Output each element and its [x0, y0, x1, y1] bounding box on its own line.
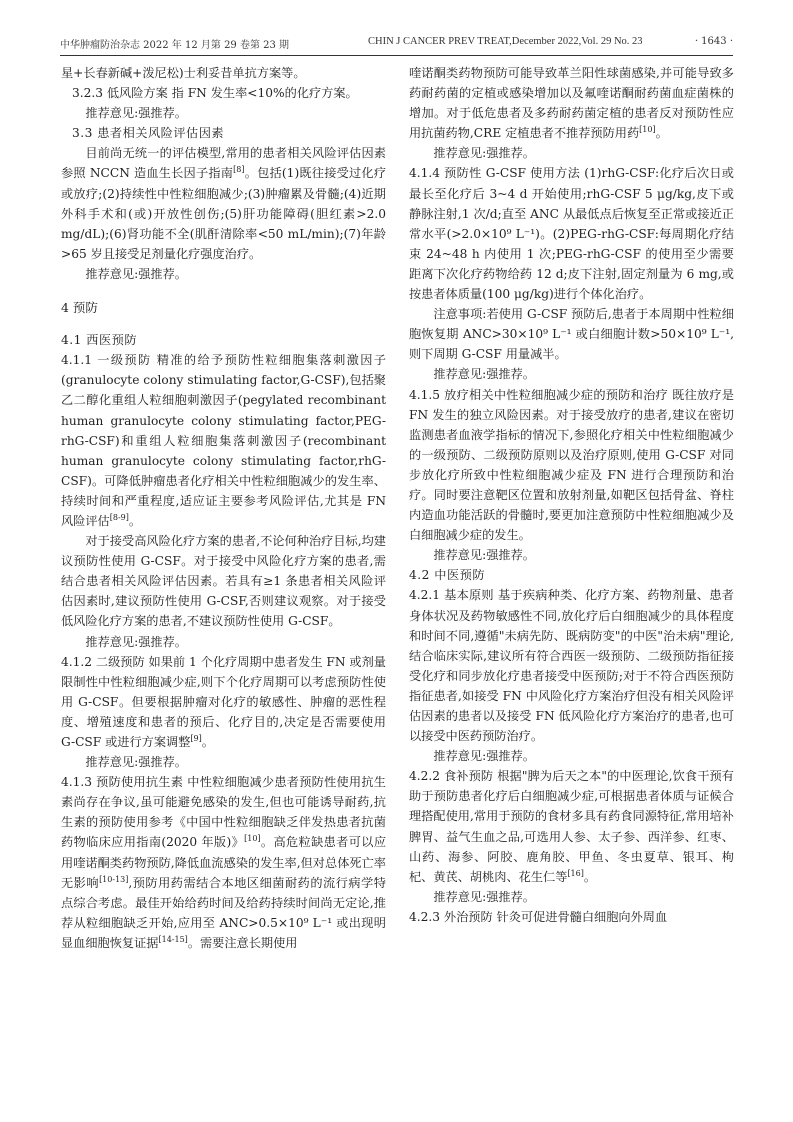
right-column [409, 63, 734, 927]
recommendation: 推荐意见:强推荐。 [433, 367, 535, 382]
citation: [10] [244, 834, 261, 844]
paragraph: 4.2.1 基本原则 基于疾病种类、化疗方案、药物剂量、患者身体状况及药物敏感性不同,放化疗后白细胞减少的具体程度和时间不同,遵循"未病先防、既病防变"的中医"治未病"理论,结合临床实际,建议所有符合西医一级预防、二级预防指征接受化疗和同步放化疗患者接受中医预防;对于不符合西医预防指征患者,如接受 FN 中风险化疗方案治疗但没有相关风险评估因素的患者以及接受 FN 低风险化疗方案治疗的患者,也可以接受中医药预防治疗。 [409, 588, 734, 744]
section-3-3-heading: 3.3 患者相关风险评估因素 [71, 126, 225, 141]
citation: [10-13] [99, 874, 129, 884]
recommendation: 推荐意见:强推荐。 [433, 889, 535, 904]
paragraph: 4.1.4 预防性 G-CSF 使用方法 (1)rhG-CSF:化疗后次日或最长至化疗后 3~4 d 开始使用;rhG-CSF 5 μg/kg,皮下或静脉注射,1 次/d;直至 ANC 从最低点后恢复至正常或接近正常水平(>2.0×10⁹ L⁻¹)。(2)PEG-rhG-CSF:每周期化疗结束 24~48 h 内使用 1 次;PEG-rhG-CSF 的使用至少需要距离下次化疗药物给药 12 d;皮下注射,固定剂量为 6 mg,或按患者体质量(100 μg/kg)进行个体化治疗。 [409, 166, 734, 302]
citation: [14-15] [158, 934, 188, 944]
paragraph: 4.2.2 食补预防 根据"脾为后天之本"的中医理论,饮食干预有助于预防患者化疗后白细胞减少症,可根据患者体质与证候合理搭配使用,常用于预防的食材多具有药食同源特征,常用培补脾胃、益气生血之品,可选用人参、太子参、西洋参、红枣、山药、海参、阿胶、鹿角胶、甲鱼、冬虫夏草、银耳、枸杞、黄芪、胡桃肉、花生仁等[16]。 [409, 769, 734, 884]
running-header [60, 36, 733, 52]
citation: [9] [190, 733, 202, 743]
recommendation: 推荐意见:强推荐。 [85, 106, 187, 121]
citation: [16] [567, 868, 584, 878]
recommendation: 推荐意见:强推荐。 [85, 634, 187, 649]
paragraph: 4.2.3 外治预防 针灸可促进骨髓白细胞向外周血 [409, 909, 668, 924]
journal-title-cn: 中华肿瘤防治杂志 2022 年 12 月第 29 卷第 23 期 [60, 40, 290, 51]
paragraph: 4.1.1 一级预防 精准的给予预防性粒细胞集落刺激因子(granulocyte colony stimulating factor,G-CSF),包括聚乙二醇化重组人粒细胞刺激因子(pegylated recombinant human granulocyte colony stimulating factor,PEG-rhG-CSF)和重组人粒细胞集落刺激因子(recombinant human granulocyte colony stimulating factor,rhG-CSF)。可降低肿瘤患者化疗相关中性粒细胞减少的发生率、持续时间和严重程度,适应证主要参考风险评估,尤其是 FN 风险评估[8-9]。 [61, 353, 386, 528]
citation: [8-9] [109, 512, 129, 522]
recommendation: 推荐意见:强推荐。 [433, 548, 535, 563]
paragraph: 4.1.2 二级预防 如果前 1 个化疗周期中患者发生 FN 或剂量限制性中性粒细胞减少症,则下个化疗周期可以考虑预防性使用 G-CSF。但要根据肿瘤对化疗的敏感性、肿瘤的恶性程度、增殖速度和患者的预后、化疗目的,决定是否需要使用 G-CSF 或进行方案调整[9]。 [61, 654, 386, 749]
left-column [61, 63, 386, 953]
citation: [10] [639, 125, 656, 135]
journal-title-en: CHIN J CANCER PREV TREAT,December 2022,Vol. 29 No. 23 [368, 36, 643, 47]
section-4-1-heading: 4.1 西医预防 [61, 333, 138, 348]
section-4-2-heading: 4.2 中医预防 [409, 568, 486, 583]
citation: [8] [233, 165, 245, 175]
paragraph: 对于接受高风险化疗方案的患者,不论何种治疗目标,均建议预防性使用 G-CSF。对于接受中风险化疗方案的患者,需结合患者相关风险评估因素。若具有≥1 条患者相关风险评估因素时,建议预防性使用 G-CSF,否则建议观察。对于接受低风险化疗方案的患者,不建议预防性使用 G-CSF。 [61, 534, 386, 629]
section-4-heading: 4 预防 [61, 300, 98, 316]
note: 注意事项:若使用 G-CSF 预防后,患者于本周期中性粒细胞恢复期 ANC>30×10⁹ L⁻¹ 或白细胞计数>50×10⁹ L⁻¹,则下周期 G-CSF 用量减半。 [409, 307, 734, 362]
recommendation: 推荐意见:强推荐。 [433, 146, 535, 161]
recommendation: 推荐意见:强推荐。 [85, 755, 187, 770]
recommendation: 推荐意见:强推荐。 [85, 266, 187, 281]
section-3-2-3: 3.2.3 低风险方案 指 FN 发生率<10%的化疗方案。 [71, 86, 358, 101]
paragraph: 目前尚无统一的评估模型,常用的患者相关风险评估因素参照 NCCN 造血生长因子指南[8]。包括(1)既往接受过化疗或放疗;(2)持续性中性粒细胞减少;(3)肿瘤累及骨髓;(4)近期外科手术和(或)开放性创伤;(5)肝功能障碍(胆红素>2.0 mg/dL);(6)肾功能不全(肌酐清除率<50 mL/min);(7)年龄>65 岁且接受足剂量化疗强度治疗。 [61, 146, 387, 261]
recommendation: 推荐意见:强推荐。 [433, 749, 535, 764]
paragraph: 4.1.5 放疗相关中性粒细胞减少症的预防和治疗 既往放疗是 FN 发生的独立风险因素。对于接受放疗的患者,建议在密切监测患者血液学指标的情况下,参照化疗相关中性粒细胞减少的一级预防、二级预防原则以及治疗原则,使用 G-CSF 对同步放化疗所致中性粒细胞减少症及 FN 进行合理预防和治疗。同时要注意靶区位置和放射剂量,如靶区包括骨盆、脊柱内造血功能活跃的骨髓时,要更加注意预防中性粒细胞减少及白细胞减少症的发生。 [409, 387, 734, 543]
paragraph: 4.1.3 预防使用抗生素 中性粒细胞减少患者预防性使用抗生素尚存在争议,虽可能避免感染的发生,但也可能诱导耐药,抗生素的预防使用参考《中国中性粒细胞缺乏伴发热患者抗菌药物临床应用指南(2020 年版)》[10]。高危粒缺患者可以应用喹诺酮类药物预防,降低血流感染的发生率,但对总体死亡率无影响[10-13],预防用药需结合本地区细菌耐药的流行病学特点综合考虑。最佳开始给药时间及给药持续时间尚无定论,推荐从粒细胞缺乏开始,应用至 ANC>0.5×10⁹ L⁻¹ 或出现明显血细胞恢复证据[14-15]。需要注意长期使用 [61, 775, 387, 950]
page-number: · 1643 · [694, 36, 733, 47]
header-rule [60, 55, 733, 56]
paragraph: 喹诺酮类药物预防可能导致革兰阳性球菌感染,并可能导致多药耐药菌的定植或感染增加以及氟喹诺酮耐药菌血症菌株的增加。对于低危患者及多药耐药菌定植的患者反对预防性应用抗菌药物,CRE 定植患者不推荐预防用药[10]。 [409, 66, 734, 141]
paragraph: 星+长春新碱+泼尼松)士利妥昔单抗方案等。 [61, 66, 306, 80]
